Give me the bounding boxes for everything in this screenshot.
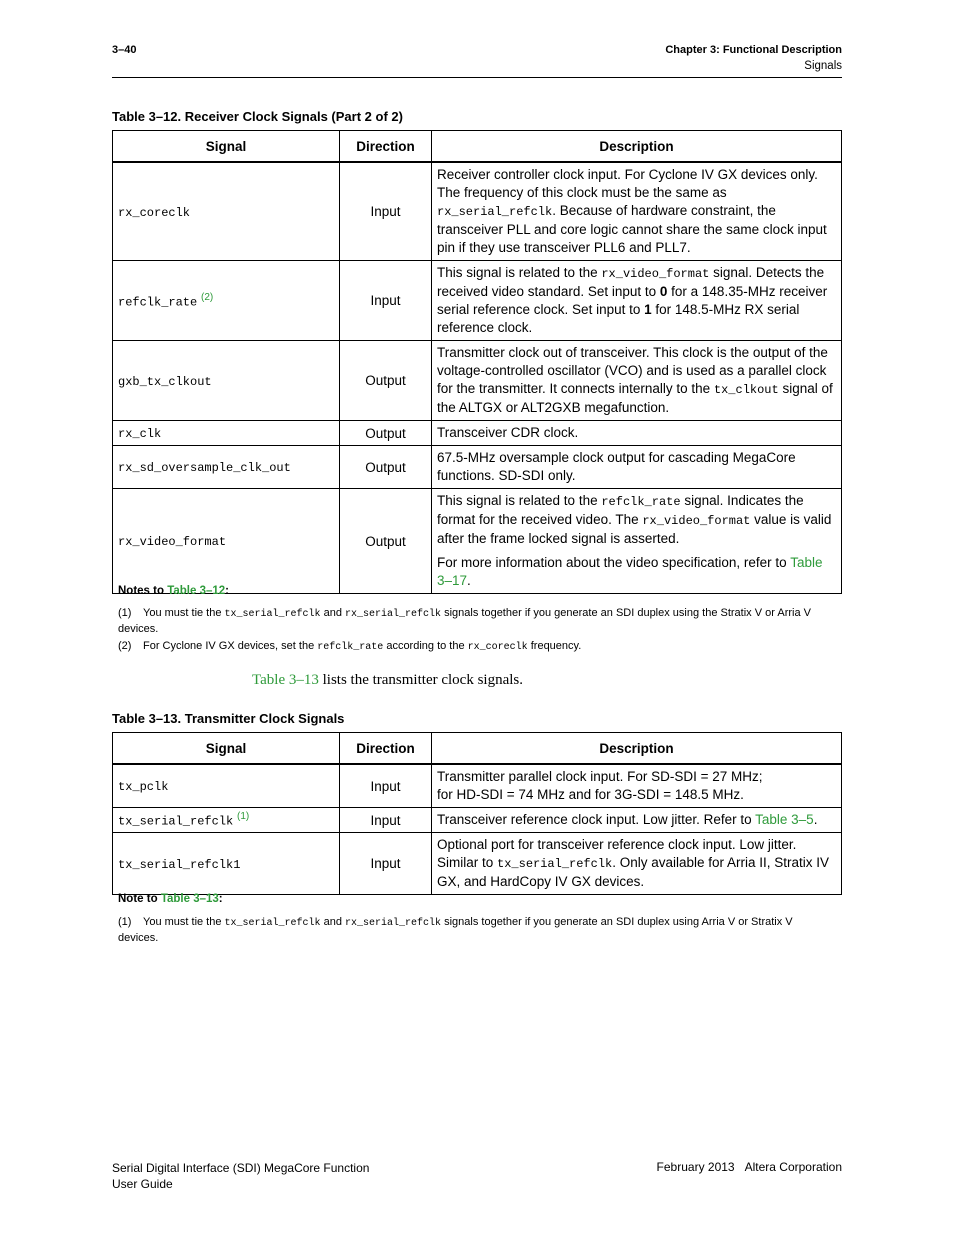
footnote-text: signals together if you generate an SDI duplex using Arria V or Stratix V devices. (118, 916, 793, 944)
direction-cell: Input (340, 162, 432, 261)
column-header: Direction (340, 733, 432, 765)
signal-cell (113, 808, 340, 833)
signal-name: rx_clk (118, 427, 162, 441)
signal-name: tx_serial_refclk (118, 814, 234, 829)
footer-company: Altera Corporation (744, 1160, 842, 1174)
signal-cell (113, 446, 340, 489)
desc-text: Transceiver CDR clock. (437, 425, 579, 440)
signal-cell (113, 833, 340, 895)
table-link[interactable]: Table 3–13 (252, 672, 319, 688)
footnote-text: signals together if you generate an SDI duplex using the Stratix V or Arria V devices. (118, 607, 811, 635)
footnote-code: rx_coreclk (467, 642, 528, 653)
footnote-number: (1) (118, 607, 132, 619)
note-reference-link[interactable]: (1) (236, 811, 250, 823)
table-link[interactable]: Table 3–17 (437, 555, 823, 588)
table-link[interactable]: Table 3–12 (167, 585, 226, 597)
table-row (113, 421, 842, 446)
desc-bold: 1 (644, 302, 652, 317)
table-caption: Table 3–13. Transmitter Clock Signals (112, 711, 345, 726)
footnote-code: tx_serial_refclk (224, 918, 321, 929)
footnote-text: You must tie the (143, 916, 225, 928)
notes-label: Notes to (118, 585, 168, 597)
direction-cell: Output (340, 341, 432, 421)
footer-title: Serial Digital Interface (SDI) MegaCore Function (112, 1161, 370, 1175)
table-row (113, 764, 842, 808)
column-header: Description (432, 733, 842, 765)
footnote (118, 606, 818, 636)
table-header-row (113, 131, 842, 163)
table-row (113, 808, 842, 833)
desc-text: for HD-SDI = 74 MHz and for 3G-SDI = 148.5 MHz. (437, 787, 744, 802)
notes-title (118, 893, 223, 905)
desc-code: rx_serial_refclk (437, 205, 553, 219)
table-caption: Table 3–12. Receiver Clock Signals (Part 2 of 2) (112, 109, 403, 124)
footnote-code: rx_serial_refclk (345, 609, 442, 620)
desc-bold: 0 (659, 284, 668, 299)
footnote-code: tx_serial_refclk (224, 609, 321, 620)
desc-text: for 148.5-MHz RX serial reference clock. (437, 302, 800, 335)
desc-text: signal of the ALTGX or ALT2GXB megafunction. (437, 381, 833, 415)
receiver-clock-signals-table (112, 130, 842, 594)
desc-text: signal. Indicates the format for the received video. The (437, 493, 804, 527)
notes-title (118, 585, 229, 597)
desc-text: . (467, 573, 471, 588)
footnote-text: For Cyclone IV GX devices, set the (143, 640, 318, 652)
desc-paragraph (437, 554, 836, 590)
direction-cell: Input (340, 808, 432, 833)
description-cell (432, 764, 842, 808)
table-row (113, 261, 842, 341)
desc-text: This signal is related to the (437, 493, 602, 508)
footnote-number: (2) (118, 640, 132, 652)
desc-text: This signal is related to the (437, 265, 602, 280)
footnote-text: according to the (383, 640, 468, 652)
body-text: lists the transmitter clock signals. (318, 672, 523, 688)
footnote (118, 915, 818, 945)
body-paragraph (252, 672, 523, 689)
signal-name: tx_pclk (118, 780, 169, 794)
desc-text: signal. Detects the received video standard. Set input to (437, 265, 825, 299)
desc-text: Optional port for transceiver reference clock input. Low jitter. Similar to (437, 837, 797, 870)
signal-name: tx_serial_refclk1 (118, 857, 241, 872)
desc-text: . (813, 812, 818, 827)
desc-text: value is valid after the frame locked signal is asserted. (437, 512, 832, 546)
desc-text: For more information about the video specification, refer to (437, 555, 791, 570)
table-row (113, 833, 842, 895)
desc-code: rx_video_format (601, 267, 710, 281)
desc-text: Transceiver reference clock input. Low jitter. Refer to (437, 812, 756, 827)
signal-name: refclk_rate (118, 295, 198, 310)
desc-text: Receiver controller clock input. For Cyclone IV GX devices only. The frequency of this clock must be the same as (437, 167, 818, 200)
description-cell (432, 446, 842, 489)
footnote-text: You must tie the (143, 607, 225, 619)
signal-name: gxb_tx_clkout (118, 374, 212, 389)
column-header: Direction (340, 131, 432, 163)
notes-label: : (225, 585, 230, 597)
signal-cell (113, 489, 340, 594)
desc-text: . Only available for Arria II, Stratix IV GX, and HardCopy IV GX devices. (437, 855, 830, 889)
footnote-number: (1) (118, 916, 132, 928)
description-cell (432, 421, 842, 446)
header-rule (112, 77, 842, 78)
table-row (113, 489, 842, 594)
transmitter-clock-signals-table (112, 732, 842, 895)
column-header: Signal (113, 131, 340, 163)
description-cell (432, 833, 842, 895)
signal-name: rx_sd_oversample_clk_out (118, 461, 291, 475)
direction-cell: Output (340, 489, 432, 594)
direction-cell: Input (340, 764, 432, 808)
column-header: Description (432, 131, 842, 163)
direction-cell: Output (340, 446, 432, 489)
desc-text: for a 148.35-MHz receiver serial reference clock. Set input to (437, 284, 828, 317)
desc-code: tx_clkout (713, 383, 779, 397)
description-cell (432, 489, 842, 594)
description-cell (432, 162, 842, 261)
notes-label: Note to (118, 893, 161, 905)
page-number: 3–40 (112, 44, 137, 56)
column-header: Signal (113, 733, 340, 765)
signal-name: rx_coreclk (118, 205, 191, 220)
direction-cell: Input (340, 833, 432, 895)
signal-cell (113, 162, 340, 261)
description-cell (432, 261, 842, 341)
description-cell (432, 341, 842, 421)
desc-text: . Because of hardware constraint, the transceiver PLL and core logic cannot share the same clock input pin if they use transceiver PLL6 and PLL7. (437, 203, 827, 255)
desc-text: 67.5-MHz oversample clock output for cascading MegaCore functions. SD-SDI only. (437, 450, 796, 483)
footnote (118, 639, 818, 655)
footnote-code: rx_serial_refclk (345, 918, 442, 929)
section-title: Signals (804, 60, 842, 72)
desc-paragraph (437, 492, 836, 548)
footer-subtitle: User Guide (112, 1177, 173, 1191)
footnote-text: frequency. (527, 640, 582, 652)
signal-cell (113, 341, 340, 421)
document-title (112, 1160, 369, 1192)
table-link[interactable]: Table 3–13 (160, 893, 219, 905)
table-row (113, 162, 842, 261)
footnote-code: refclk_rate (317, 642, 384, 653)
footnote-text: and (320, 607, 346, 619)
chapter-title: Chapter 3: Functional Description (665, 44, 842, 56)
signal-cell (113, 421, 340, 446)
footnote-text: and (320, 916, 346, 928)
desc-code: rx_video_format (642, 514, 751, 528)
direction-cell: Output (340, 421, 432, 446)
desc-text: Transmitter parallel clock input. For SD-SDI = 27 MHz; (437, 769, 763, 784)
table-row (113, 446, 842, 489)
desc-code: refclk_rate (601, 495, 681, 509)
desc-code: tx_serial_refclk (497, 857, 613, 871)
table-row (113, 341, 842, 421)
footer-date: February 2013 (656, 1160, 735, 1174)
signal-name: rx_video_format (118, 535, 227, 549)
signal-cell (113, 764, 340, 808)
direction-cell: Input (340, 261, 432, 341)
table-header-row (113, 733, 842, 765)
note-reference-link[interactable]: (2) (200, 291, 214, 303)
signal-cell (113, 261, 340, 341)
description-cell (432, 808, 842, 833)
notes-label: : (218, 893, 223, 905)
footer-info (657, 1160, 842, 1174)
desc-text: Transmitter clock out of transceiver. This clock is the output of the voltage-controlled oscillator (VCO) and is used as a parallel clock for the transmitter. It connects internally to the (437, 345, 828, 396)
table-link[interactable]: Table 3–5 (755, 812, 814, 827)
